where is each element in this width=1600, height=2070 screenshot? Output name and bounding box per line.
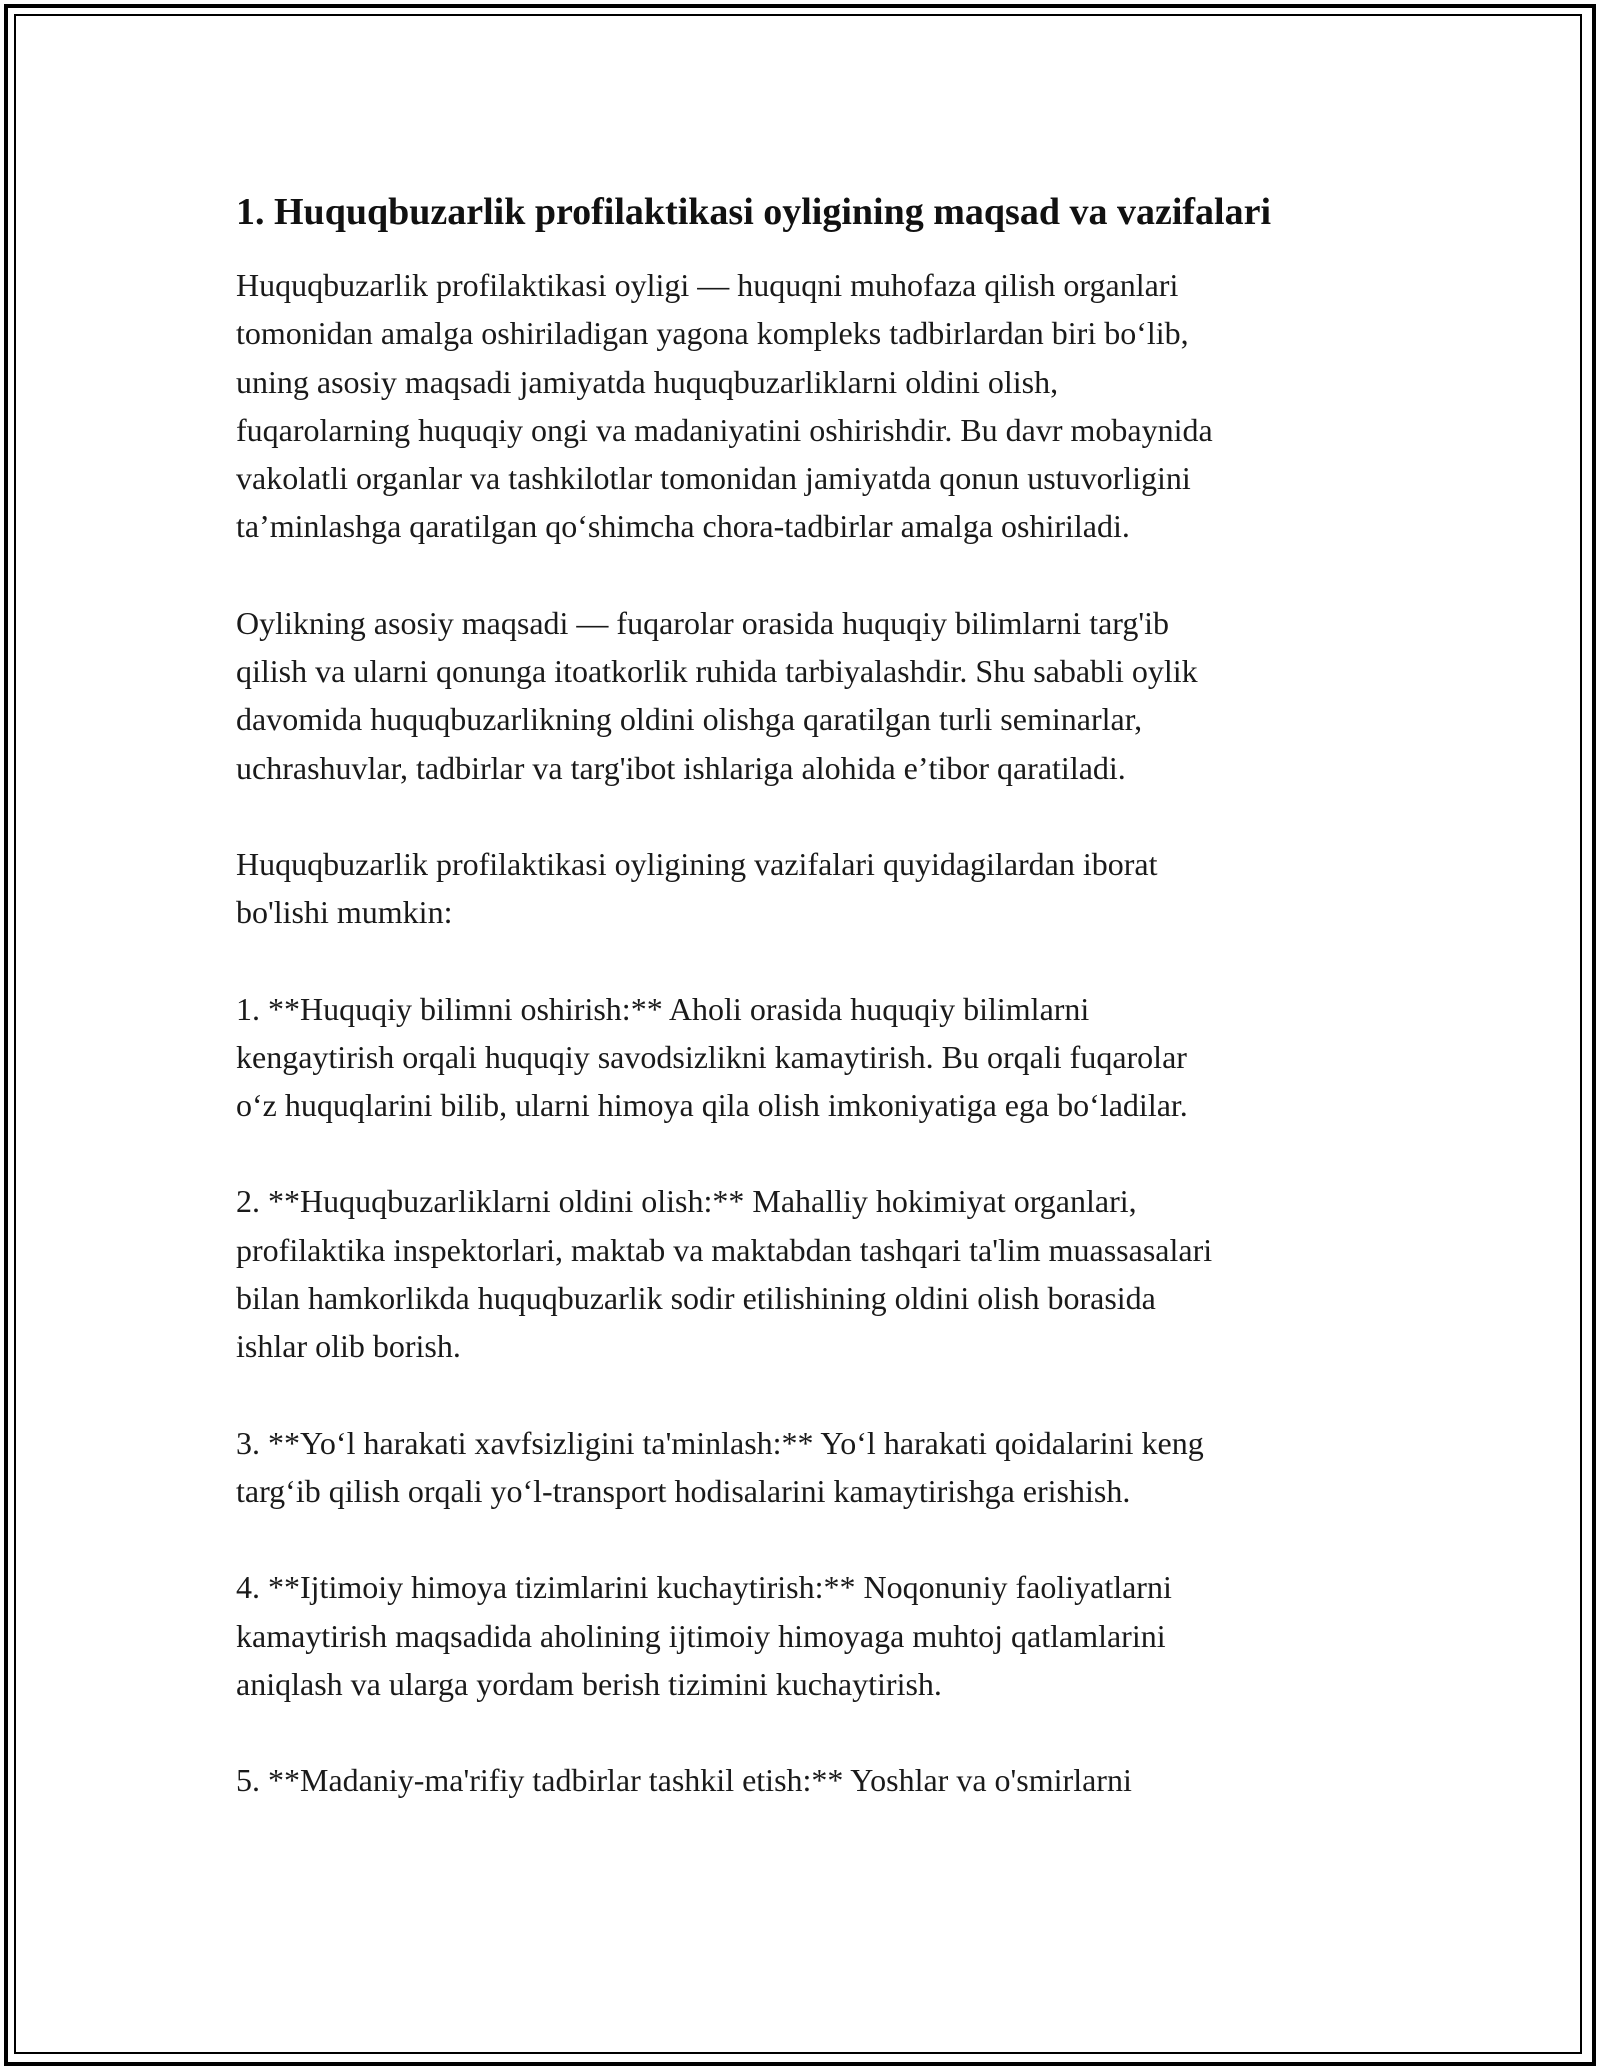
document-body xyxy=(236,185,1376,1852)
section-heading: 1. Huquqbuzarlik profilaktikasi oyligining maqsad va vazifalari xyxy=(236,191,1272,233)
list-item-cultural-events: 5. **Madaniy-ma'rifiy tadbirlar tashkil etish:** Yoshlar va o'smirlarni xyxy=(236,1762,1132,1799)
list-item-road-safety: 3. **Yoʻl harakati xavfsizligini ta'minlash:** Yoʻl harakati qoidalarini keng targʻib qilish orqali yoʻl-transport hodisalarini kamaytirishga erishish. xyxy=(236,1424,1204,1509)
paragraph-tasks-intro: Huquqbuzarlik profilaktikasi oyligining vazifalari quyidagilardan iborat bo'lishi mumkin: xyxy=(236,845,1158,931)
list-item-social-protection: 4. **Ijtimoiy himoya tizimlarini kuchaytirish:** Noqonuniy faoliyatlarni kamaytirish maqsadida aholining ijtimoiy himoyaga muhtoj qatlamlarini aniqlash va ularga yordam berish tizimini kuchaytirish. xyxy=(236,1569,1172,1702)
paragraph-main-goal: Oylikning asosiy maqsadi — fuqarolar orasida huquqiy bilimlarni targ'ib qilish va ularni qonunga itoatkorlik ruhida tarbiyalashdir. Shu sababli oylik davomida huquqbuzarlikning oldini olishga qaratilgan turli seminarlar, uchrashuvlar, tadbirlar va targ'ibot ishlariga alohida eʼtibor qaratiladi. xyxy=(236,604,1198,786)
paragraph-intro: Huquqbuzarlik profilaktikasi oyligi — huquqni muhofaza qilish organlari tomonidan amalga oshiriladigan yagona kompleks tadbirlardan biri boʻlib, uning asosiy maqsadi jamiyatda huquqbuzarliklarni oldini olish, fuqarolarning huquqiy ongi va madaniyatini oshirishdir. Bu davr mobaynida vakolatli organlar va tashkilotlar tomonidan jamiyatda qonun ustuvorligini taʼminlashga qaratilgan qoʻshimcha chora-tadbirlar amalga oshiriladi. xyxy=(236,267,1213,545)
list-item-legal-knowledge: 1. **Huquqiy bilimni oshirish:** Aholi orasida huquqiy bilimlarni kengaytirish orqali huquqiy savodsizlikni kamaytirish. Bu orqali fuqarolar oʻz huquqlarini bilib, ularni himoya qila olish imkoniyatiga ega boʻladilar. xyxy=(236,990,1188,1124)
list-item-offense-prevention: 2. **Huquqbuzarliklarni oldini olish:** Mahalliy hokimiyat organlari, profilaktika inspektorlari, maktab va maktabdan tashqari ta'lim muassasalari bilan hamkorlikda huquqbuzarlik sodir etilishining oldini olish borasida ishlar olib borish. xyxy=(236,1183,1213,1365)
